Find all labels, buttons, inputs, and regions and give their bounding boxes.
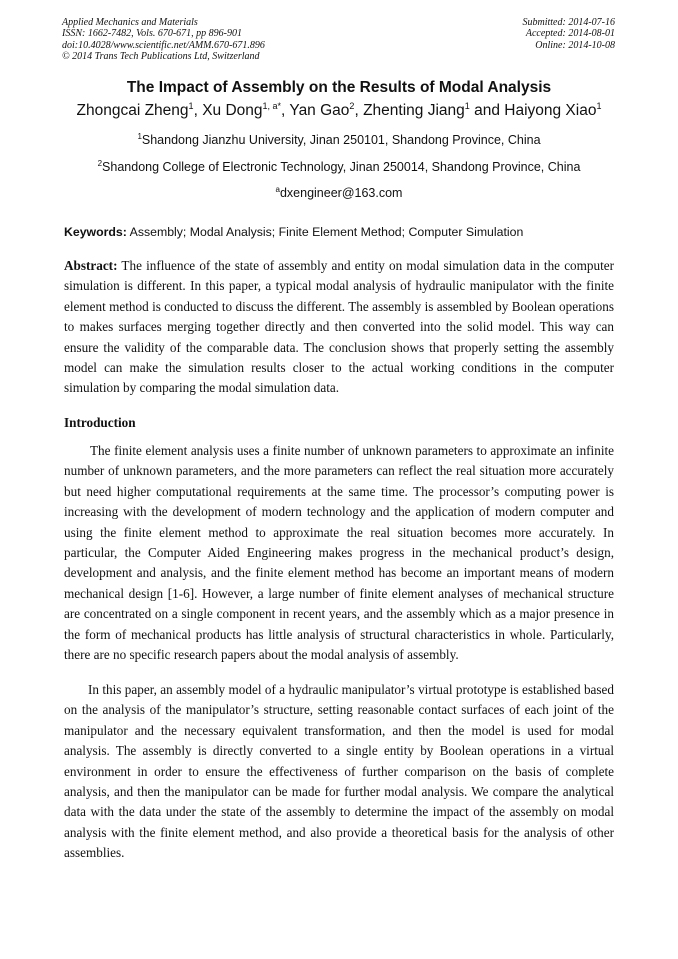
issn-line: ISSN: 1662-7482, Vols. 670-671, pp 896-901 bbox=[62, 28, 242, 40]
author-name: Haiyong Xiao bbox=[504, 102, 597, 119]
author-name: Yan Gao bbox=[289, 102, 350, 119]
accepted-date: Accepted: 2014-08-01 bbox=[525, 28, 615, 40]
keywords-label: Keywords: bbox=[64, 225, 127, 239]
affiliation-1 bbox=[0, 133, 678, 147]
journal-info bbox=[62, 17, 265, 62]
keywords-text: Assembly; Modal Analysis; Finite Element Method; Computer Simulation bbox=[129, 225, 524, 239]
author-affiliation-mark: 1 bbox=[188, 101, 194, 111]
abstract-text: The influence of the state of assembly and entity on modal simulation data in the computer simulation is different. In this paper, a typical modal analysis of hydraulic manipulator with the finite element method is conducted to discuss the different. The assembly is assembled by Boolean operations to makes surfaces merging together directly and then converted into the solid model. This way can ensure the validity of the comparable data. The conclusion shows that properly setting the assembly model can make the simulation results closer to the actual working conditions in the computer simulation by comparing the modal simulation data. bbox=[64, 258, 614, 396]
journal-name: Applied Mechanics and Materials bbox=[62, 17, 198, 28]
affiliation-mark: 2 bbox=[97, 159, 103, 168]
dates-info bbox=[523, 17, 616, 51]
copyright-line: © 2014 Trans Tech Publications Ltd, Switzerland bbox=[62, 50, 260, 62]
author-separator: , bbox=[354, 102, 364, 119]
doi-line: doi:10.4028/www.scientific.net/AMM.670-671.896 bbox=[62, 39, 265, 51]
author-separator: , bbox=[281, 102, 290, 119]
paper-title: The Impact of Assembly on the Results of Modal Analysis bbox=[126, 79, 552, 96]
affiliation-text: Shandong College of Electronic Technology, Jinan 250014, Shandong Province, China bbox=[102, 160, 581, 174]
affiliation-text: Shandong Jianzhu University, Jinan 250101, Shandong Province, China bbox=[141, 133, 541, 147]
affiliation-2 bbox=[0, 160, 678, 174]
author-name: Zhongcai Zheng bbox=[76, 102, 189, 119]
online-date: Online: 2014-10-08 bbox=[535, 39, 615, 51]
intro-paragraph: In this paper, an assembly model of a hydraulic manipulator’s virtual prototype is established based on the analysis of the manipulator’s structure, setting reasonable contact surfaces of each joint of the manipulator and the necessary equivalent transformation, and then the model is used for modal analysis. The assembly is directly converted to a single entity by Boolean operations in a virtual environment in order to ensure the effectiveness of further comparison on the basis of complete analysis, and then the manipulator can be made for further modal analysis. We compare the analytical data with the data under the state of the assembly to determine the impact of the assembly on modal analysis with the finite element method, and also provide a theoretical basis for the analysis of other assemblies. bbox=[64, 682, 614, 861]
author-affiliation-mark: 1, a* bbox=[262, 101, 282, 111]
abstract-label: Abstract: bbox=[64, 258, 118, 273]
intro-paragraph: The finite element analysis uses a finite number of unknown parameters to approximate an infinite number of unknown parameters, and the more parameters can reflect the real situation more accurately but need higher computational requirements at the same time. The processor’s computing power is increasing with the development of modern technology and the application of modern computer and using the finite element method to approximate the real situation becomes more accurately. In particular, the Computer Aided Engineering makes progress in the mechanical product’s design, development and analysis, and the finite element method has become an important means of modern mechanical design [1-6]. However, a large number of finite element analyses of mechanical structure are concentrated on a single component in recent years, and the assembly which as a major presence in the form of mechanical products has little analysis of structural characteristics in whole. Particularly, there are no specific research papers about the modal analysis of assembly. bbox=[64, 443, 614, 663]
author-separator: , bbox=[193, 102, 203, 119]
author-name: Zhenting Jiang bbox=[363, 102, 465, 119]
author-affiliation-mark: 1 bbox=[596, 101, 602, 111]
author-list bbox=[0, 102, 678, 120]
email-mark: a bbox=[275, 185, 280, 194]
author-separator: and bbox=[469, 102, 505, 119]
introduction-heading: Introduction bbox=[64, 415, 136, 430]
submitted-date: Submitted: 2014-07-16 bbox=[522, 17, 615, 28]
email-address: dxengineer@163.com bbox=[279, 186, 403, 200]
affiliation-mark: 1 bbox=[137, 132, 142, 141]
author-name: Xu Dong bbox=[202, 102, 263, 119]
keywords bbox=[64, 225, 523, 239]
author-affiliation-mark: 1 bbox=[464, 101, 470, 111]
corresponding-email bbox=[0, 186, 678, 200]
author-affiliation-mark: 2 bbox=[349, 101, 355, 111]
abstract bbox=[64, 256, 614, 399]
